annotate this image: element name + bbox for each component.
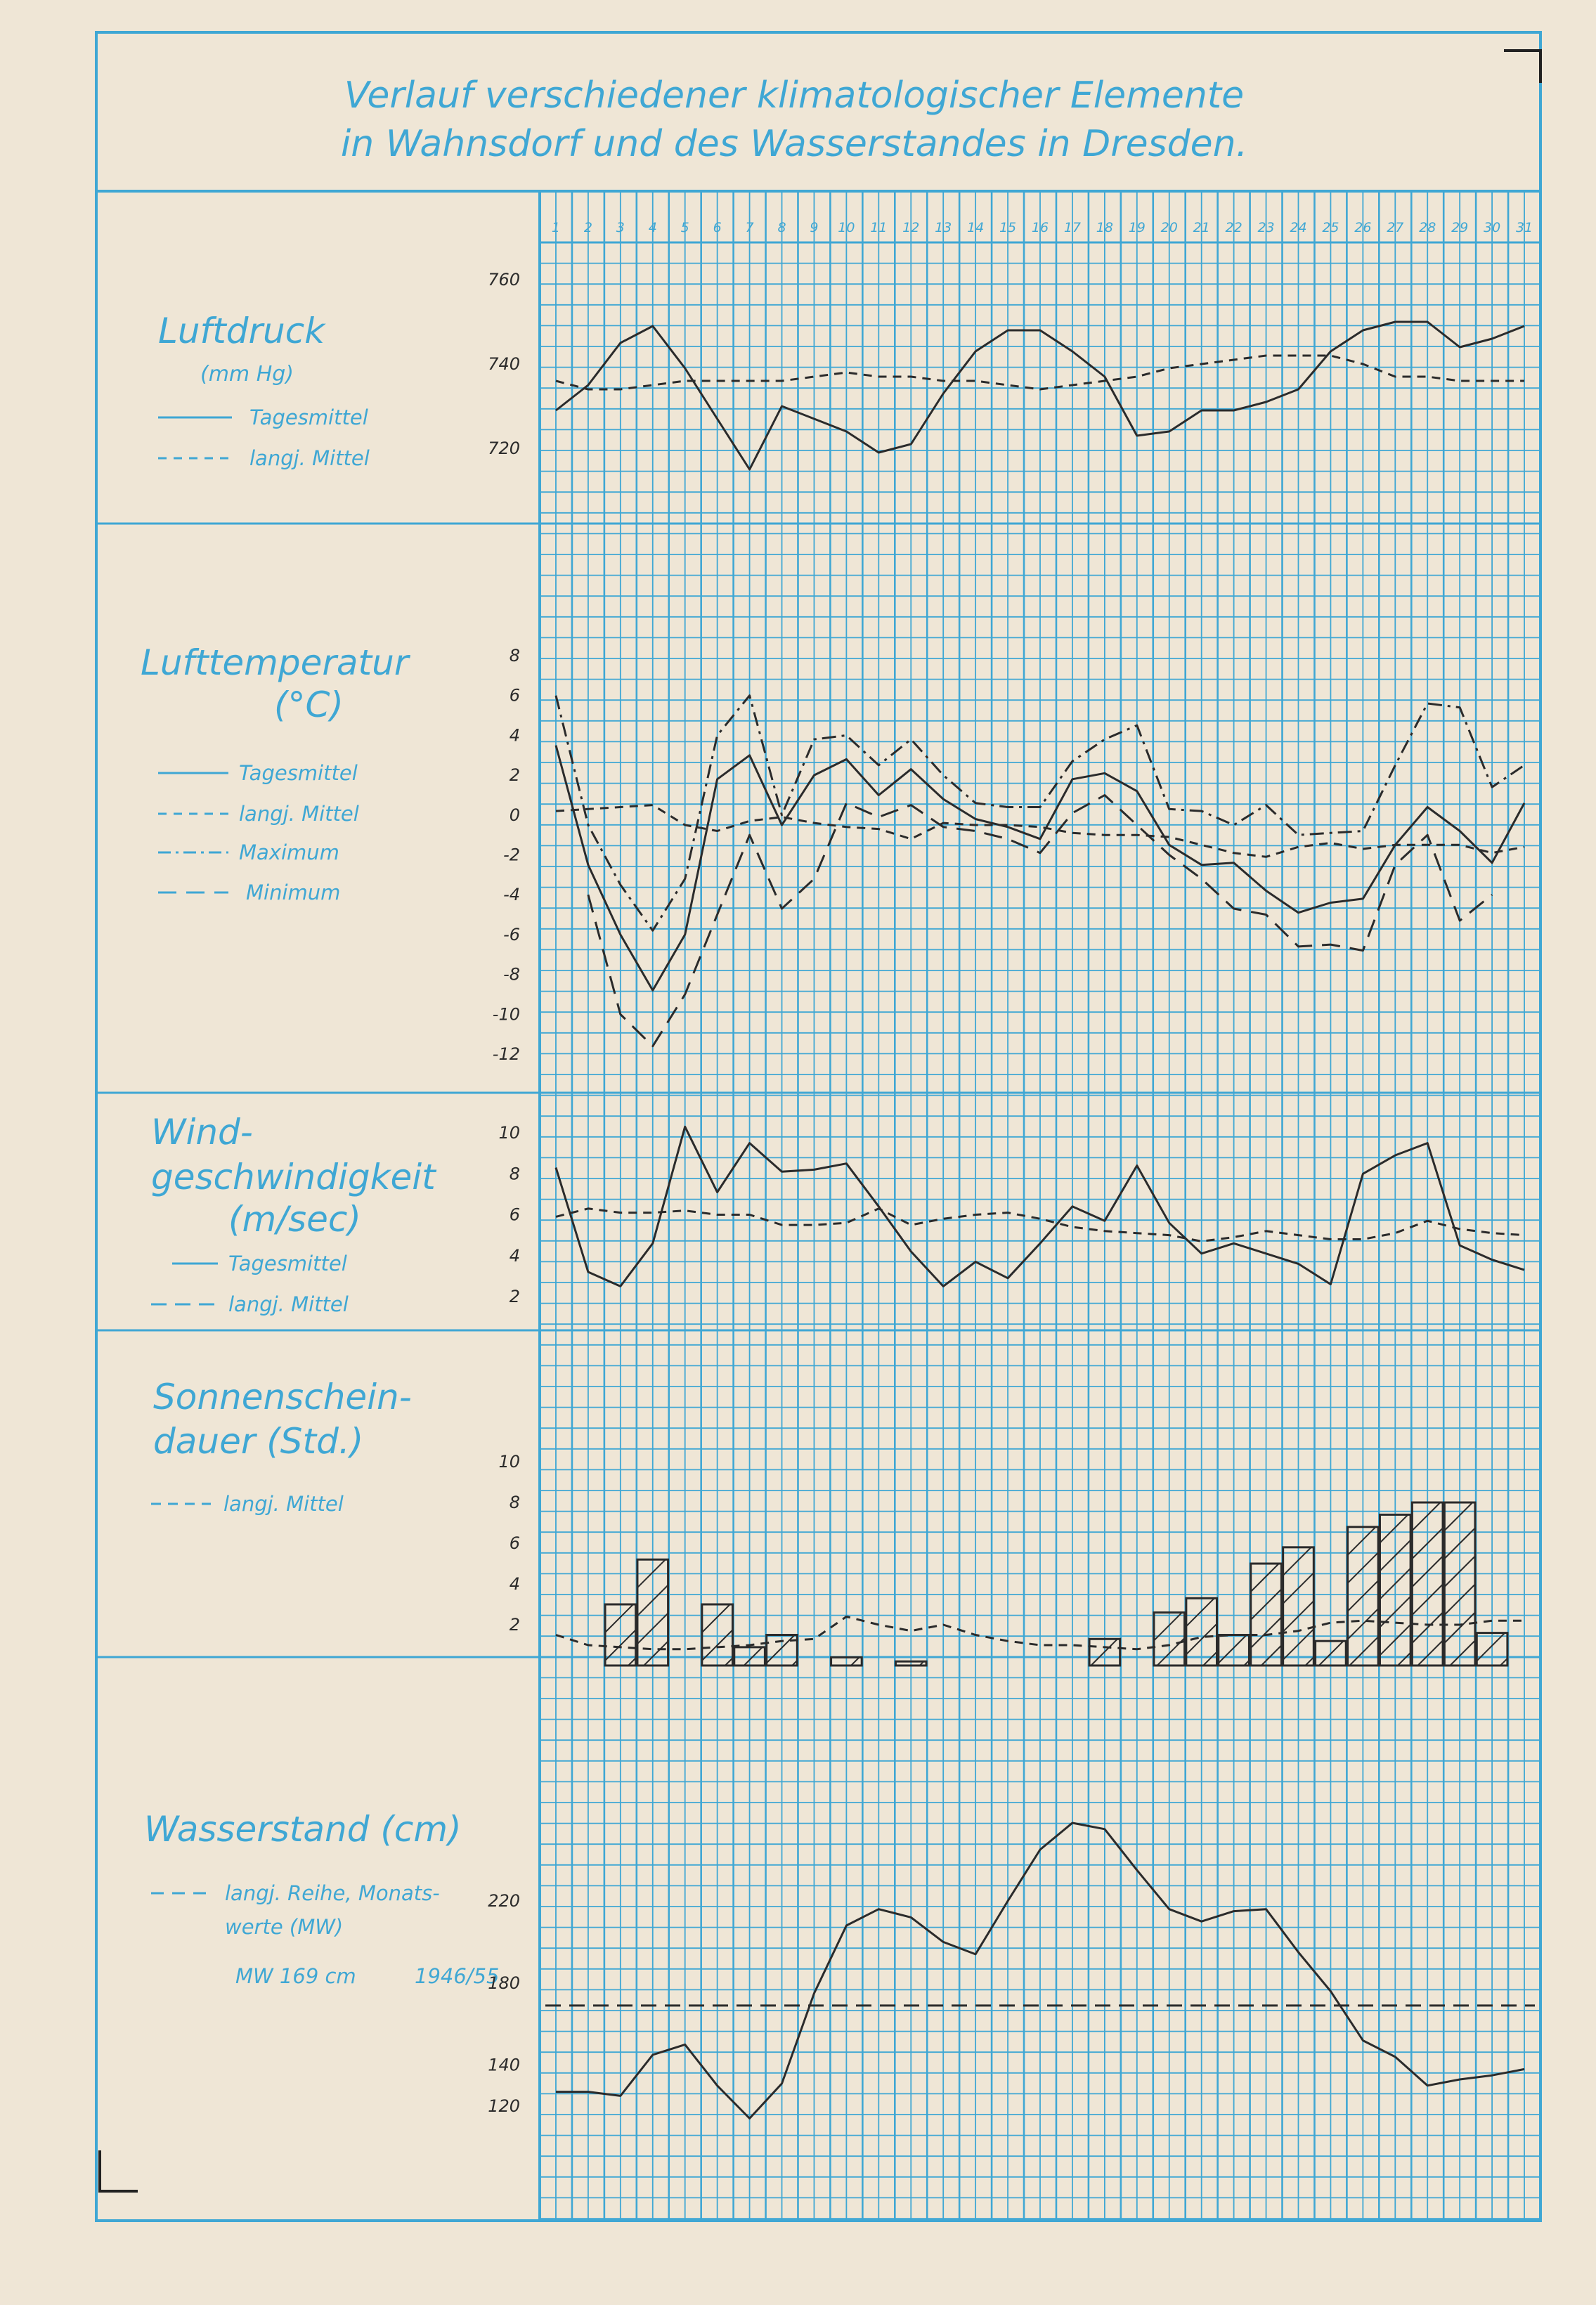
sonne-legend-dashed: langj. Mittel [223, 1492, 344, 1516]
day-label: 23 [1257, 220, 1275, 235]
wind-heading-2: geschwindigkeit [151, 1157, 436, 1197]
day-label: 18 [1096, 220, 1113, 235]
sonnenscheindauer-y-tick: 10 [498, 1452, 520, 1472]
day-label: 24 [1290, 220, 1307, 235]
wasserstand-y-tick: 220 [488, 1891, 520, 1911]
day-label: 20 [1160, 220, 1178, 235]
day-label: 13 [935, 220, 952, 235]
day-label: 4 [648, 220, 657, 235]
day-label: 16 [1031, 220, 1049, 235]
temp-legend-longdash: Minimum [246, 881, 341, 904]
wind-legend-solid: Tagesmittel [228, 1252, 347, 1275]
luftdruck-unit: (mm Hg) [200, 362, 294, 387]
luftdruck-y-tick: 740 [488, 354, 520, 374]
day-label: 25 [1322, 220, 1339, 235]
day-label: 1 [551, 220, 561, 235]
day-label: 2 [583, 220, 592, 235]
wind-unit: (m/sec) [228, 1199, 361, 1240]
day-label: 3 [616, 220, 625, 235]
day-label: 10 [838, 220, 855, 235]
windgeschwindigkeit-y-tick: 8 [509, 1164, 520, 1184]
wasserstand-y-tick: 140 [488, 2055, 520, 2075]
title-line-2: in Wahnsdorf und des Wasserstandes in Dresden. [340, 123, 1248, 165]
temp-legend-dashdot: Maximum [239, 840, 339, 864]
day-label: 8 [777, 220, 786, 235]
day-label: 19 [1128, 220, 1146, 235]
day-label: 15 [999, 220, 1017, 235]
temp-legend-solid: Tagesmittel [239, 761, 358, 785]
day-label: 5 [680, 220, 689, 235]
wind-legend-dashed: langj. Mittel [228, 1292, 349, 1316]
wasserstand-y-tick: 120 [488, 2096, 520, 2116]
sonne-heading-1: Sonnenschein- [153, 1377, 412, 1417]
sonnenscheindauer-y-tick: 4 [509, 1574, 520, 1594]
luftdruck-legend-solid: Tagesmittel [249, 405, 368, 429]
lufttemperatur-y-tick: 6 [509, 685, 520, 706]
lufttemperatur-heading: Lufttemperatur [141, 642, 409, 683]
lufttemperatur-y-tick: -8 [503, 964, 520, 985]
title-line-1: Verlauf verschiedener klimatologischer Elemente [344, 74, 1245, 117]
wasserstand-y-tick: 180 [488, 1973, 520, 1993]
windgeschwindigkeit-y-tick: 2 [509, 1287, 520, 1306]
windgeschwindigkeit-y-tick: 10 [498, 1123, 520, 1143]
lufttemperatur-y-tick: 8 [509, 646, 520, 665]
temp-legend-dashed: langj. Mittel [239, 802, 359, 826]
lufttemperatur-y-tick: 4 [509, 725, 520, 746]
wasser-note-period: 1946/55 [415, 1964, 500, 1988]
day-label: 7 [745, 220, 754, 235]
sonnenscheindauer-y-tick: 8 [509, 1493, 520, 1512]
day-label: 14 [967, 220, 985, 235]
sonnenscheindauer-y-tick: 2 [509, 1615, 520, 1635]
windgeschwindigkeit-y-tick: 4 [509, 1245, 520, 1266]
windgeschwindigkeit-y-tick: 6 [509, 1205, 520, 1225]
lufttemperatur-unit: (°C) [274, 684, 344, 725]
day-label: 27 [1387, 220, 1404, 235]
day-label: 31 [1515, 220, 1533, 235]
luftdruck-heading: Luftdruck [158, 311, 325, 351]
lufttemperatur-y-tick: 2 [509, 765, 520, 786]
day-label: 11 [870, 220, 888, 235]
day-label: 29 [1451, 220, 1469, 235]
day-label: 6 [713, 220, 722, 235]
wasser-legend-line-1: langj. Reihe, Monats- [225, 1881, 440, 1905]
wasser-note-mw: MW 169 cm [235, 1964, 356, 1988]
day-label: 9 [810, 220, 819, 235]
sonne-heading-2: dauer (Std.) [153, 1421, 364, 1462]
day-label: 12 [902, 220, 920, 235]
luftdruck-y-tick: 720 [488, 439, 520, 458]
day-label: 30 [1484, 220, 1501, 235]
day-label: 28 [1419, 220, 1436, 235]
lufttemperatur-y-tick: -10 [492, 1004, 520, 1025]
day-label: 26 [1354, 220, 1372, 235]
sonnenscheindauer-y-tick: 6 [509, 1533, 520, 1553]
lufttemperatur-y-tick: -12 [492, 1044, 520, 1064]
wasser-heading: Wasserstand (cm) [144, 1809, 462, 1850]
luftdruck-y-tick: 760 [488, 270, 520, 290]
day-label: 17 [1063, 220, 1082, 235]
day-label: 22 [1225, 220, 1243, 235]
lufttemperatur-y-tick: -6 [503, 924, 520, 944]
wind-heading-1: Wind- [151, 1112, 253, 1152]
lufttemperatur-y-tick: -2 [503, 845, 520, 865]
day-label: 21 [1193, 220, 1210, 235]
lufttemperatur-y-tick: -4 [503, 885, 520, 905]
luftdruck-legend-dashed: langj. Mittel [249, 446, 370, 470]
lufttemperatur-y-tick: 0 [509, 805, 520, 825]
wasser-legend-line-2: werte (MW) [225, 1915, 344, 1939]
